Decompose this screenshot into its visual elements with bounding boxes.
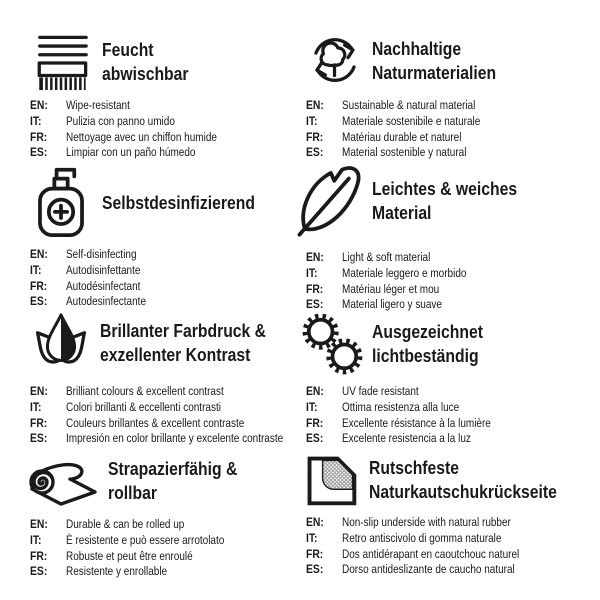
lang-text: Excelente resistencia a la luz [342, 431, 471, 446]
translation-row [306, 114, 594, 130]
lang-label: IT: [30, 532, 42, 547]
lang-label: FR: [30, 415, 48, 430]
lang-text: Dos antidérapant en caoutchouc naturel [342, 546, 520, 561]
sanitizer-bottle-icon [30, 166, 92, 240]
feature-title: Leichtes & weiches Material [372, 178, 518, 223]
translation-row [30, 145, 302, 161]
translation-row [30, 564, 302, 580]
lang-text: Limpiar con un paño húmedo [66, 145, 196, 160]
translation-row [30, 114, 302, 130]
feature-header [303, 452, 594, 508]
lang-label: IT: [306, 113, 318, 128]
translation-row [306, 547, 594, 563]
translation-row [30, 533, 302, 549]
translation-row [306, 416, 594, 432]
translation-row [30, 517, 302, 533]
feature-light-soft-material [296, 164, 594, 313]
feature-non-slip-backing [303, 452, 594, 578]
lang-text: Materiale leggero e morbido [342, 265, 467, 280]
lang-text: Self-disinfecting [66, 247, 137, 261]
lang-label: ES: [30, 145, 48, 160]
translations-list [306, 250, 594, 313]
feature-durable-rollable [25, 452, 302, 580]
lang-text: Light & soft material [342, 250, 431, 264]
translation-row [306, 145, 594, 161]
lang-label: ES: [30, 564, 48, 579]
lang-label: EN: [30, 98, 48, 112]
lang-text: Retro antiscivolo di gomma naturale [342, 530, 502, 545]
lang-text: Durable & can be rolled up [66, 517, 185, 531]
feather-icon [296, 164, 368, 238]
lang-label: FR: [30, 278, 48, 293]
translations-list [30, 517, 302, 580]
lang-label: IT: [30, 262, 42, 277]
lang-text: Autodisinfettante [66, 262, 141, 277]
feature-header [25, 452, 302, 510]
recycling-tree-icon [306, 31, 364, 91]
lang-label: FR: [30, 548, 48, 563]
lang-label: FR: [306, 546, 324, 561]
lang-label: FR: [306, 281, 324, 296]
lang-text: Autodésinfectant [66, 278, 141, 293]
lang-text: Matériau durable et naturel [342, 129, 462, 144]
feature-title: Rutschfeste Naturkautschukrückseite [369, 457, 557, 502]
lang-text: Resistente y enrollable [66, 564, 168, 579]
translation-row [306, 266, 594, 282]
translations-list [30, 384, 302, 447]
feature-title: Selbstdesinfizierend [102, 192, 255, 213]
lang-label: EN: [30, 247, 48, 261]
feature-self-disinfecting [30, 166, 302, 310]
lang-label: ES: [306, 297, 324, 312]
lang-text: È resistente e può essere arrotolato [66, 532, 225, 547]
feature-header [30, 312, 302, 374]
translation-row [306, 98, 594, 114]
translation-row [30, 98, 302, 114]
lang-label: EN: [30, 384, 48, 398]
translations-list [306, 515, 594, 578]
translation-row [30, 400, 302, 416]
lang-label: EN: [306, 384, 324, 398]
translation-row [30, 294, 302, 310]
lang-text: Nettoyage avec un chiffon humide [66, 129, 217, 144]
lang-label: FR: [306, 129, 324, 144]
lang-label: EN: [306, 515, 324, 529]
lang-text: Sustainable & natural material [342, 98, 476, 112]
lang-label: EN: [306, 250, 324, 264]
lang-label: IT: [306, 399, 318, 414]
lang-text: Impresión en color brillante y excelente contraste [66, 431, 284, 446]
lang-label: FR: [306, 415, 324, 430]
lang-text: Non-slip underside with natural rubber [342, 515, 511, 529]
translation-row [306, 130, 594, 146]
translation-row [30, 549, 302, 565]
translation-row [306, 282, 594, 298]
translation-row [306, 400, 594, 416]
lang-label: EN: [30, 517, 48, 531]
feature-header [300, 311, 594, 377]
lang-text: Robuste et peut être enroulé [66, 548, 193, 563]
translation-row [30, 416, 302, 432]
lang-label: ES: [30, 431, 48, 446]
translation-row [30, 431, 302, 447]
feature-header [306, 31, 594, 91]
translation-row [30, 279, 302, 295]
feature-header [30, 166, 302, 240]
folded-corner-icon [303, 452, 359, 508]
lang-text: Wipe-resistant [66, 98, 130, 112]
translation-row [30, 130, 302, 146]
translation-row [306, 384, 594, 400]
lang-text: Material ligero y suave [342, 297, 442, 312]
feature-wipe-resistant [30, 33, 302, 161]
lang-label: ES: [306, 145, 324, 160]
lang-text: Pulizia con panno umido [66, 113, 175, 128]
lang-label: IT: [306, 530, 318, 545]
feature-title: Brillanter Farbdruck & exzellenter Kontrast [100, 320, 267, 365]
feature-title: Ausgezeichnet lichtbeständig [372, 321, 483, 366]
lang-text: Colori brillanti & eccellenti contrasti [66, 399, 221, 414]
translation-row [30, 263, 302, 279]
lang-text: Ottima resistenza alla luce [342, 399, 460, 414]
rolled-mat-icon [25, 452, 103, 510]
feature-sustainable-materials [306, 31, 594, 161]
feature-title: Feucht abwischbar [102, 39, 189, 84]
lang-label: ES: [30, 294, 48, 309]
translations-list [306, 384, 594, 447]
lang-label: IT: [30, 113, 42, 128]
lang-text: Dorso antideslizante de caucho natural [342, 562, 515, 577]
translation-row [306, 250, 594, 266]
lang-label: IT: [306, 265, 318, 280]
lang-text: UV fade resistant [342, 384, 419, 398]
feature-light-fast [300, 311, 594, 447]
translations-list [30, 98, 302, 161]
wipe-brush-icon [30, 33, 92, 91]
translation-row [306, 515, 594, 531]
lang-text: Autodesinfectante [66, 294, 147, 309]
ink-drops-icon [30, 312, 92, 374]
lang-label: IT: [30, 399, 42, 414]
translation-row [306, 562, 594, 578]
gears-icon [300, 311, 366, 377]
translation-row [306, 531, 594, 547]
feature-header [30, 33, 302, 91]
lang-text: Materiale sostenibile e naturale [342, 113, 481, 128]
feature-title: Nachhaltige Naturmaterialien [372, 38, 497, 83]
translations-list [306, 98, 594, 161]
lang-label: EN: [306, 98, 324, 112]
lang-label: ES: [306, 562, 324, 577]
lang-text: Couleurs brillantes & excellent contraste [66, 415, 245, 430]
feature-header [296, 164, 594, 238]
lang-label: FR: [30, 129, 48, 144]
feature-brilliant-print [30, 312, 302, 447]
lang-text: Brilliant colours & excellent contrast [66, 384, 224, 398]
lang-text: Material sostenible y natural [342, 145, 467, 160]
lang-text: Matériau léger et mou [342, 281, 440, 296]
feature-title: Strapazierfähig & rollbar [108, 458, 238, 503]
lang-text: Excellente résistance à la lumière [342, 415, 491, 430]
translation-row [30, 247, 302, 263]
translation-row [306, 431, 594, 447]
translation-row [30, 384, 302, 400]
translations-list [30, 247, 302, 310]
lang-label: ES: [306, 431, 324, 446]
